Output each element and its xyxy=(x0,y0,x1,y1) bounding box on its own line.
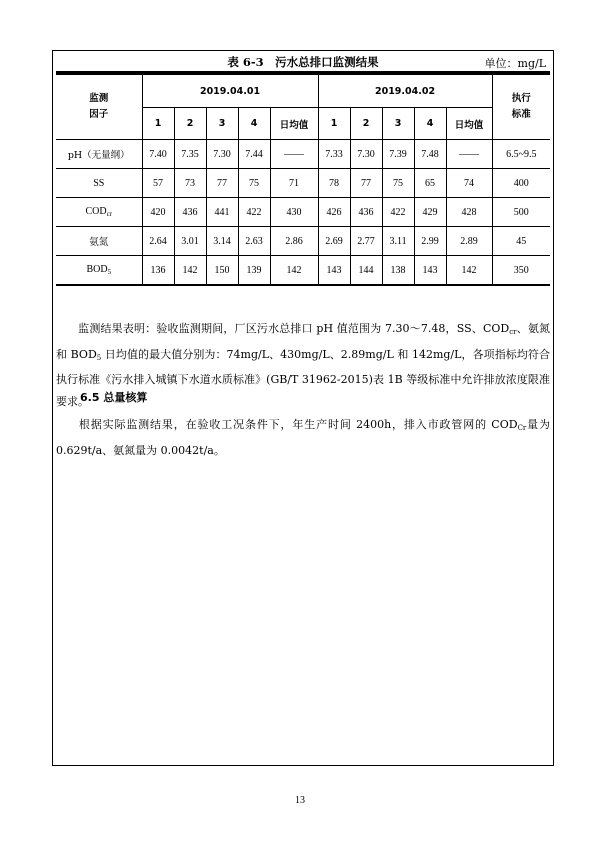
value-cell: 436 xyxy=(350,198,382,227)
table-unit: 单位：mg/L xyxy=(484,57,546,70)
value-cell: 57 xyxy=(142,169,174,198)
value-cell: 75 xyxy=(238,169,270,198)
table-title: 表 6-3 污水总排口监测结果 xyxy=(227,55,379,69)
section-heading: 6.5 总量核算 xyxy=(80,391,148,404)
value-cell: —— xyxy=(446,140,492,169)
table-row xyxy=(56,169,550,198)
date1-header: 2019.04.01 xyxy=(142,75,318,108)
standard-header: 执行 标准 xyxy=(492,75,550,140)
factor-cell: pH（无量纲） xyxy=(56,140,142,169)
sub-header: 日均值 xyxy=(270,108,318,140)
value-cell: 2.77 xyxy=(350,227,382,256)
value-cell: 138 xyxy=(382,256,414,286)
value-cell: —— xyxy=(270,140,318,169)
value-cell: 2.64 xyxy=(142,227,174,256)
value-cell: 136 xyxy=(142,256,174,286)
standard-cell: 500 xyxy=(492,198,550,227)
value-cell: 3.14 xyxy=(206,227,238,256)
value-cell: 7.48 xyxy=(414,140,446,169)
result-subscript-b: 5 xyxy=(96,353,102,362)
value-cell: 426 xyxy=(318,198,350,227)
table-row xyxy=(56,227,550,256)
sub-header: 3 xyxy=(206,108,238,140)
value-cell: 7.40 xyxy=(142,140,174,169)
value-cell: 65 xyxy=(414,169,446,198)
value-cell: 142 xyxy=(446,256,492,286)
value-cell: 2.89 xyxy=(446,227,492,256)
factor-subscript: 5 xyxy=(107,268,112,276)
result-text-c: 日均值的最大值分别为：74mg/L、430mg/L、2.89mg/L 和 142mg/L，各项指标均符合执行标准《污水排入城镇下水道水质标准》(GB/T 31962-2015)表 1B 等级标准中允许排放浓度限准要求。 xyxy=(56,347,550,408)
standard-cell: 45 xyxy=(492,227,550,256)
value-cell: 2.63 xyxy=(238,227,270,256)
value-cell: 422 xyxy=(238,198,270,227)
value-cell: 71 xyxy=(270,169,318,198)
value-cell: 7.30 xyxy=(350,140,382,169)
result-text-b: 、氨氮和 BOD xyxy=(56,322,550,361)
value-cell: 7.35 xyxy=(174,140,206,169)
sub-header: 3 xyxy=(382,108,414,140)
standard-cell: 350 xyxy=(492,256,550,286)
table-row xyxy=(56,140,550,169)
factor-cell xyxy=(56,256,142,286)
value-cell: 143 xyxy=(414,256,446,286)
value-cell: 428 xyxy=(446,198,492,227)
value-cell: 422 xyxy=(382,198,414,227)
result-text-a: 监测结果表明：验收监测期间，厂区污水总排口 pH 值范围为 7.30～7.48，SS、COD xyxy=(78,322,510,335)
value-cell: 144 xyxy=(350,256,382,286)
sub-header: 1 xyxy=(318,108,350,140)
standard-cell: 400 xyxy=(492,169,550,198)
value-cell: 7.39 xyxy=(382,140,414,169)
value-cell: 77 xyxy=(350,169,382,198)
value-cell: 142 xyxy=(174,256,206,286)
value-cell: 7.44 xyxy=(238,140,270,169)
value-cell: 2.69 xyxy=(318,227,350,256)
factor-header: 监测 因子 xyxy=(56,75,142,140)
sub-header: 2 xyxy=(350,108,382,140)
value-cell: 78 xyxy=(318,169,350,198)
table-row xyxy=(56,198,550,227)
value-cell: 2.99 xyxy=(414,227,446,256)
sub-header: 1 xyxy=(142,108,174,140)
value-cell: 7.33 xyxy=(318,140,350,169)
factor-main: COD xyxy=(85,206,107,217)
sub-header: 4 xyxy=(238,108,270,140)
value-cell: 2.86 xyxy=(270,227,318,256)
value-cell: 74 xyxy=(446,169,492,198)
sub-header: 4 xyxy=(414,108,446,140)
table-caption xyxy=(52,52,554,72)
total-text-a: 根据实际监测结果，在验收工况条件下，年生产时间 2400h，排入市政管网的 COD xyxy=(78,418,518,431)
value-cell: 3.11 xyxy=(382,227,414,256)
value-cell: 73 xyxy=(174,169,206,198)
factor-main: BOD xyxy=(86,264,108,275)
date2-header: 2019.04.02 xyxy=(318,75,492,108)
value-cell: 77 xyxy=(206,169,238,198)
value-cell: 75 xyxy=(382,169,414,198)
total-text-b: 量为 0.629t/a、氨氮量为 0.0042t/a。 xyxy=(56,418,551,457)
table-row xyxy=(56,256,550,286)
factor-cell xyxy=(56,198,142,227)
value-cell: 430 xyxy=(270,198,318,227)
value-cell: 142 xyxy=(270,256,318,286)
value-cell: 150 xyxy=(206,256,238,286)
result-subscript-a: cr xyxy=(509,328,517,336)
value-cell: 441 xyxy=(206,198,238,227)
page-number: 13 xyxy=(295,795,305,806)
value-cell: 139 xyxy=(238,256,270,286)
factor-cell: 氨氮 xyxy=(56,227,142,256)
total-subscript: Cr xyxy=(517,424,527,432)
value-cell: 420 xyxy=(142,198,174,227)
value-cell: 143 xyxy=(318,256,350,286)
sub-header: 日均值 xyxy=(446,108,492,140)
value-cell: 436 xyxy=(174,198,206,227)
value-cell: 429 xyxy=(414,198,446,227)
value-cell: 7.30 xyxy=(206,140,238,169)
factor-cell: SS xyxy=(56,169,142,198)
standard-cell: 6.5~9.5 xyxy=(492,140,550,169)
sub-header: 2 xyxy=(174,108,206,140)
factor-subscript: cr xyxy=(106,210,113,218)
total-paragraph xyxy=(56,414,550,461)
value-cell: 3.01 xyxy=(174,227,206,256)
monitoring-table xyxy=(56,74,550,286)
